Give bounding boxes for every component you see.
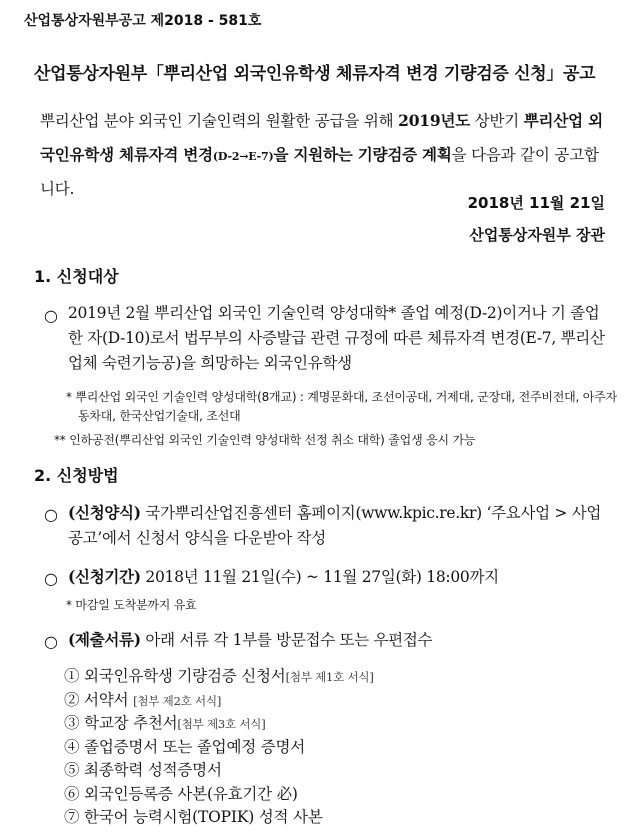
docs-label: (제출서류) [68,630,141,649]
section-2-bullet-docs: ○ [44,632,58,651]
document-number: ⑦ [64,808,80,826]
section-2-bullet-form: ○ [44,505,58,524]
intro-paragraph [40,104,605,206]
document-number: ① [64,667,80,685]
section-2-heading: 2. 신청방법 [34,466,119,485]
document-item [64,758,374,782]
intro-year: 2019년도 [398,111,470,130]
section-1-heading: 1. 신청대상 [34,267,119,286]
document-item [64,688,374,712]
document-number: ③ [64,714,80,732]
document-name: 학교장 추천서 [84,714,178,732]
notice-number: 산업통상자원부공고 제2018 - 581호 [24,13,262,29]
docs-text: 아래 서류 각 1부를 방문접수 또는 우편접수 [140,631,433,649]
document-item [64,664,374,688]
document-name: 한국어 능력시험(TOPIK) 성적 사본 [84,808,323,826]
document-name: 외국인유학생 기량검증 신청서 [84,667,286,685]
section-2-bullet-period: ○ [44,569,58,588]
section-2-period-note: * 마감일 도착분까지 유효 [66,598,197,612]
section-2-period-item [68,564,613,590]
document-number: ⑥ [64,784,80,803]
document-item [64,711,374,735]
intro-text-2: 상반기 [470,112,524,130]
document-item [64,782,374,806]
document-item [64,805,374,829]
document-item [64,735,374,759]
document-reference: [첨부 제2호 서식] [133,693,222,708]
document-number: ⑤ [64,761,80,779]
section-1-note-inha: ** 인하공전(뿌리산업 외국인 기술인력 양성대학 선정 취소 대학) 졸업생 응시 가능 [54,433,476,447]
intro-visa-change: (D-2→E-7) [212,150,274,163]
period-label: (신청기간) [68,567,141,586]
period-text: 2018년 11월 21일(수) ~ 11월 27일(화) 18:00까지 [140,568,499,586]
document-number: ④ [64,737,80,756]
section-2-docs-item [68,627,613,653]
intro-plan: 을 지원하는 기량검증 계획 [273,145,452,164]
form-label: (신청양식) [68,503,141,522]
section-2-form-item [68,500,613,551]
documents-list [64,664,374,829]
section-1-bullet: ○ [44,306,58,325]
document-title: 산업통상자원부「뿌리산업 외국인유학생 체류자격 변경 기량검증 신청」공고 [34,64,596,84]
document-reference: [첨부 제3호 서식] [177,717,266,731]
intro-text-3: 을 다음과 같이 공고합니다. [40,146,599,198]
section-1-note-universities: * 뿌리산업 외국인 기술인력 양성대학(8개교) : 계명문화대, 조선이공대, 거제대, 군장대, 전주비전대, 아주자동차대, 한국산업기술대, 조선대 [66,390,617,423]
section-1-eligibility-text: 2019년 2월 뿌리산업 외국인 기술인력 양성대학* 졸업 예정(D-2)이거나 기 졸업한 자(D-10)로서 법무부의 사증발급 관련 규정에 따른 체류자격 변경(E-7, 뿌리산업체 숙련기능공)을 희망하는 외국인유학생 [68,304,605,372]
document-reference: [첨부 제1호 서식] [285,670,374,684]
document-number: ② [64,690,80,709]
notice-date: 2018년 11월 21일 [467,194,605,212]
form-text: 국가뿌리산업진흥센터 홈페이지(www.kpic.re.kr) ‘주요사업 > 사업공고’에서 신청서 양식을 다운받아 작성 [68,504,602,547]
document-name: 서약서 [84,690,134,709]
document-name: 졸업증명서 또는 졸업예정 증명서 [84,737,306,756]
signer: 산업통상자원부 장관 [469,226,605,244]
intro-program: 뿌리산업 외국인유학생 체류자격 변경 [40,111,603,164]
document-name: 외국인등록증 사본(유효기간 必) [84,784,298,803]
document-name: 최종학력 성적증명서 [84,761,222,779]
intro-text-1: 뿌리산업 분야 외국인 기술인력의 원활한 공급을 위해 [40,112,399,130]
